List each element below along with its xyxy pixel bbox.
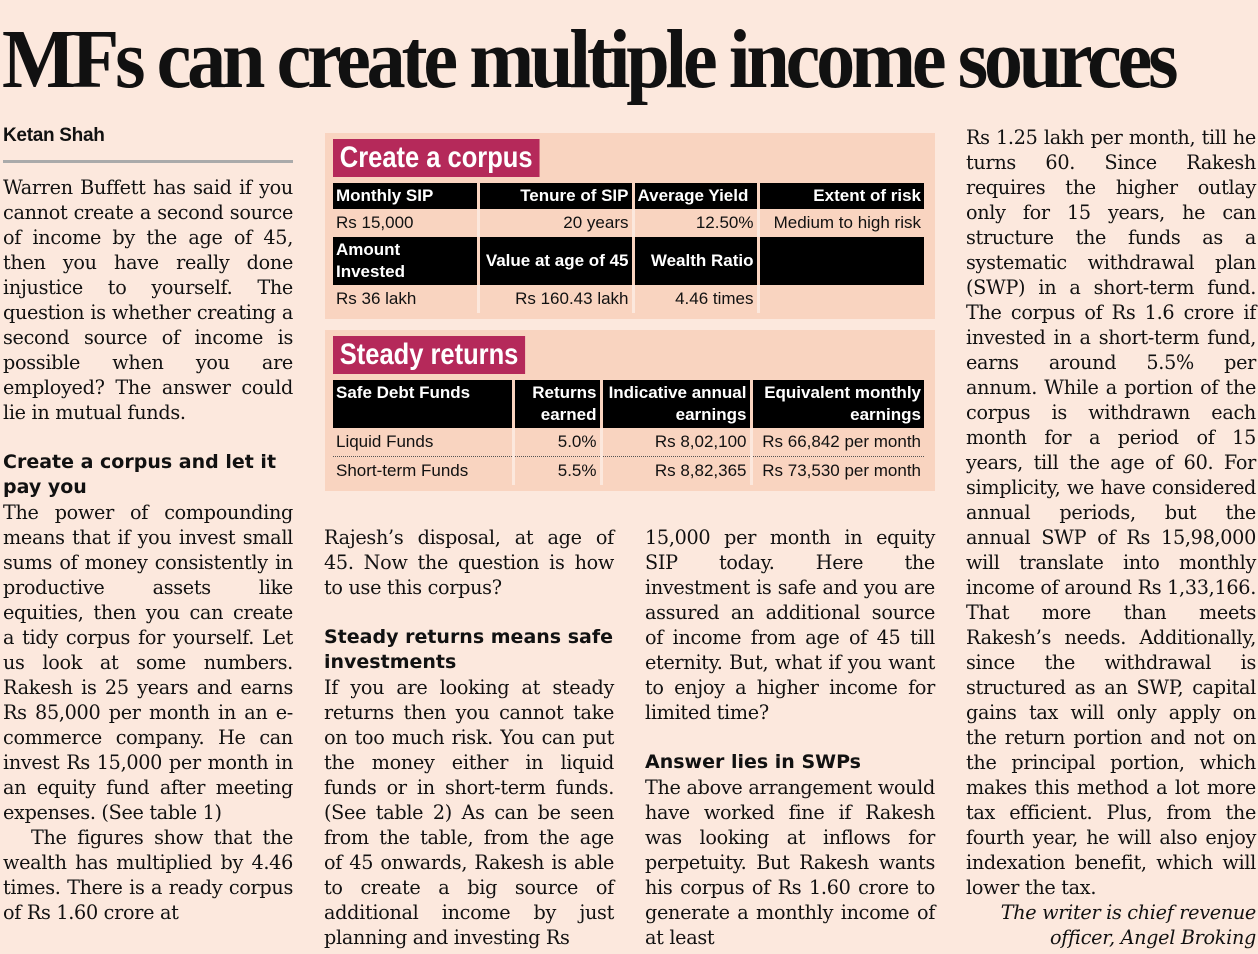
header-cell xyxy=(758,237,924,285)
column-3 xyxy=(645,525,935,950)
column-2 xyxy=(324,525,614,950)
table-create-corpus xyxy=(325,133,935,319)
paragraph: 15,000 per month in equity SIP today. Here the investment is safe and you are assured an additional source of income from age of 45 till eternity. But, what if you want to enjoy a higher income for limited time? xyxy=(645,526,935,724)
table-steady-returns xyxy=(325,330,935,491)
table-row xyxy=(333,209,924,237)
table-row xyxy=(333,285,924,313)
header-cell: Returns earned xyxy=(513,380,601,428)
subheading: Steady returns means safe investments xyxy=(324,626,613,673)
cell: 20 years xyxy=(478,209,633,237)
byline: Ketan Shah xyxy=(3,124,293,163)
paragraph: If you are looking at steady returns then you cannot take on too much risk. You can put the money either in liquid funds or in short-term funds. (See table 2) As can be seen from the table, from the age of 45 onwards, Rakesh is able to create a big source of additional income by just planning and investing Rs xyxy=(324,676,614,949)
header-cell: Wealth Ratio xyxy=(633,237,758,285)
cell: Rs 73,530 per month xyxy=(751,457,924,486)
paragraph: The power of compounding means that if you invest small sums of money consistently in productive assets like equities, then you can create a tidy corpus for yourself. Let us look at some numbers. Rakesh is 25 years and earns Rs 85,000 per month in an e-commerce company. He can invest Rs 15,000 per month in an equity fund after meeting expenses. (See table 1) xyxy=(3,501,293,824)
paragraph: The figures show that the wealth has multiplied by 4.46 times. There is a ready corpus of Rs 1.60 crore at xyxy=(3,826,293,924)
header-cell: Amount Invested xyxy=(333,237,478,285)
header-cell: Indicative annual earnings xyxy=(601,380,751,428)
header-cell: Tenure of SIP xyxy=(478,183,633,209)
cell: Short-term Funds xyxy=(336,461,469,480)
cell xyxy=(758,285,924,313)
paragraph: The above arrangement would have worked fine if Rakesh was looking at inflows for perpetuity. But Rakesh wants his corpus of Rs 1.60 crore to generate a monthly income of at least xyxy=(645,776,935,949)
header-cell: Average Yield xyxy=(633,183,758,209)
subheading: Answer lies in SWPs xyxy=(645,751,861,773)
table-title: Create a corpus xyxy=(333,139,539,177)
header-cell: Extent of risk xyxy=(758,183,924,209)
table-row xyxy=(333,428,924,457)
table-header-row xyxy=(333,380,924,428)
column-1 xyxy=(3,124,293,925)
cell: Rs 15,000 xyxy=(336,213,414,232)
column-4 xyxy=(966,125,1256,950)
header-cell: Safe Debt Funds xyxy=(333,380,513,428)
header-cell: Equivalent monthly earnings xyxy=(751,380,924,428)
header-cell: Value at age of 45 xyxy=(478,237,633,285)
cell: Rs 66,842 per month xyxy=(751,428,924,457)
cell: Rs 160.43 lakh xyxy=(478,285,633,313)
cell: 4.46 times xyxy=(633,285,758,313)
cell: 12.50% xyxy=(633,209,758,237)
table-header-row xyxy=(333,183,924,209)
subheading: Create a corpus and let it pay you xyxy=(3,451,277,498)
headline: MFs can create multiple income sources xyxy=(2,13,1175,106)
paragraph: Rs 1.25 lakh per month, till he turns 60. Since Rakesh requires the higher outlay only for 15 years, he can structure the funds as a systematic withdrawal plan (SWP) in a short-term fund. The corpus of Rs 1.6 crore if invested in a short-term fund, earns around 5.5% per annum. While a portion of the corpus is withdrawn each month for a period of 15 years, till the age of 60. For simplicity, we have considered annual periods, but the annual SWP of Rs 15,98,000 will translate into monthly income of around Rs 1,33,166. That more than meets Rakesh’s needs. Additionally, since the withdrawal is structured as an SWP, capital gains tax will only apply on the return portion and not on the principal portion, which makes this method a lot more tax efficient. Plus, from the fourth year, he will also enjoy indexation benefit, which will lower the tax. xyxy=(966,126,1256,899)
cell: 5.5% xyxy=(513,457,601,486)
table-row xyxy=(333,457,924,486)
cell: Rs 8,02,100 xyxy=(601,428,751,457)
cell: 5.0% xyxy=(513,428,601,457)
author-credit: The writer is chief revenue officer, Angel Broking xyxy=(1000,901,1256,949)
cell: Rs 8,82,365 xyxy=(601,457,751,486)
paragraph: Rajesh’s disposal, at age of 45. Now the question is how to use this corpus? xyxy=(324,526,614,599)
cell: Rs 36 lakh xyxy=(336,289,417,308)
paragraph: Warren Buffett has said if you cannot create a second source of income by the age of 45, then you have really done injustice to yourself. The question is whether creating a second source of income is possible when you are employed? The answer could lie in mutual funds. xyxy=(3,176,293,424)
cell: Liquid Funds xyxy=(333,428,513,457)
table-header-row xyxy=(333,237,924,285)
header-cell: Monthly SIP xyxy=(333,183,478,209)
cell: Medium to high risk xyxy=(758,209,924,237)
table-title: Steady returns xyxy=(333,336,525,374)
